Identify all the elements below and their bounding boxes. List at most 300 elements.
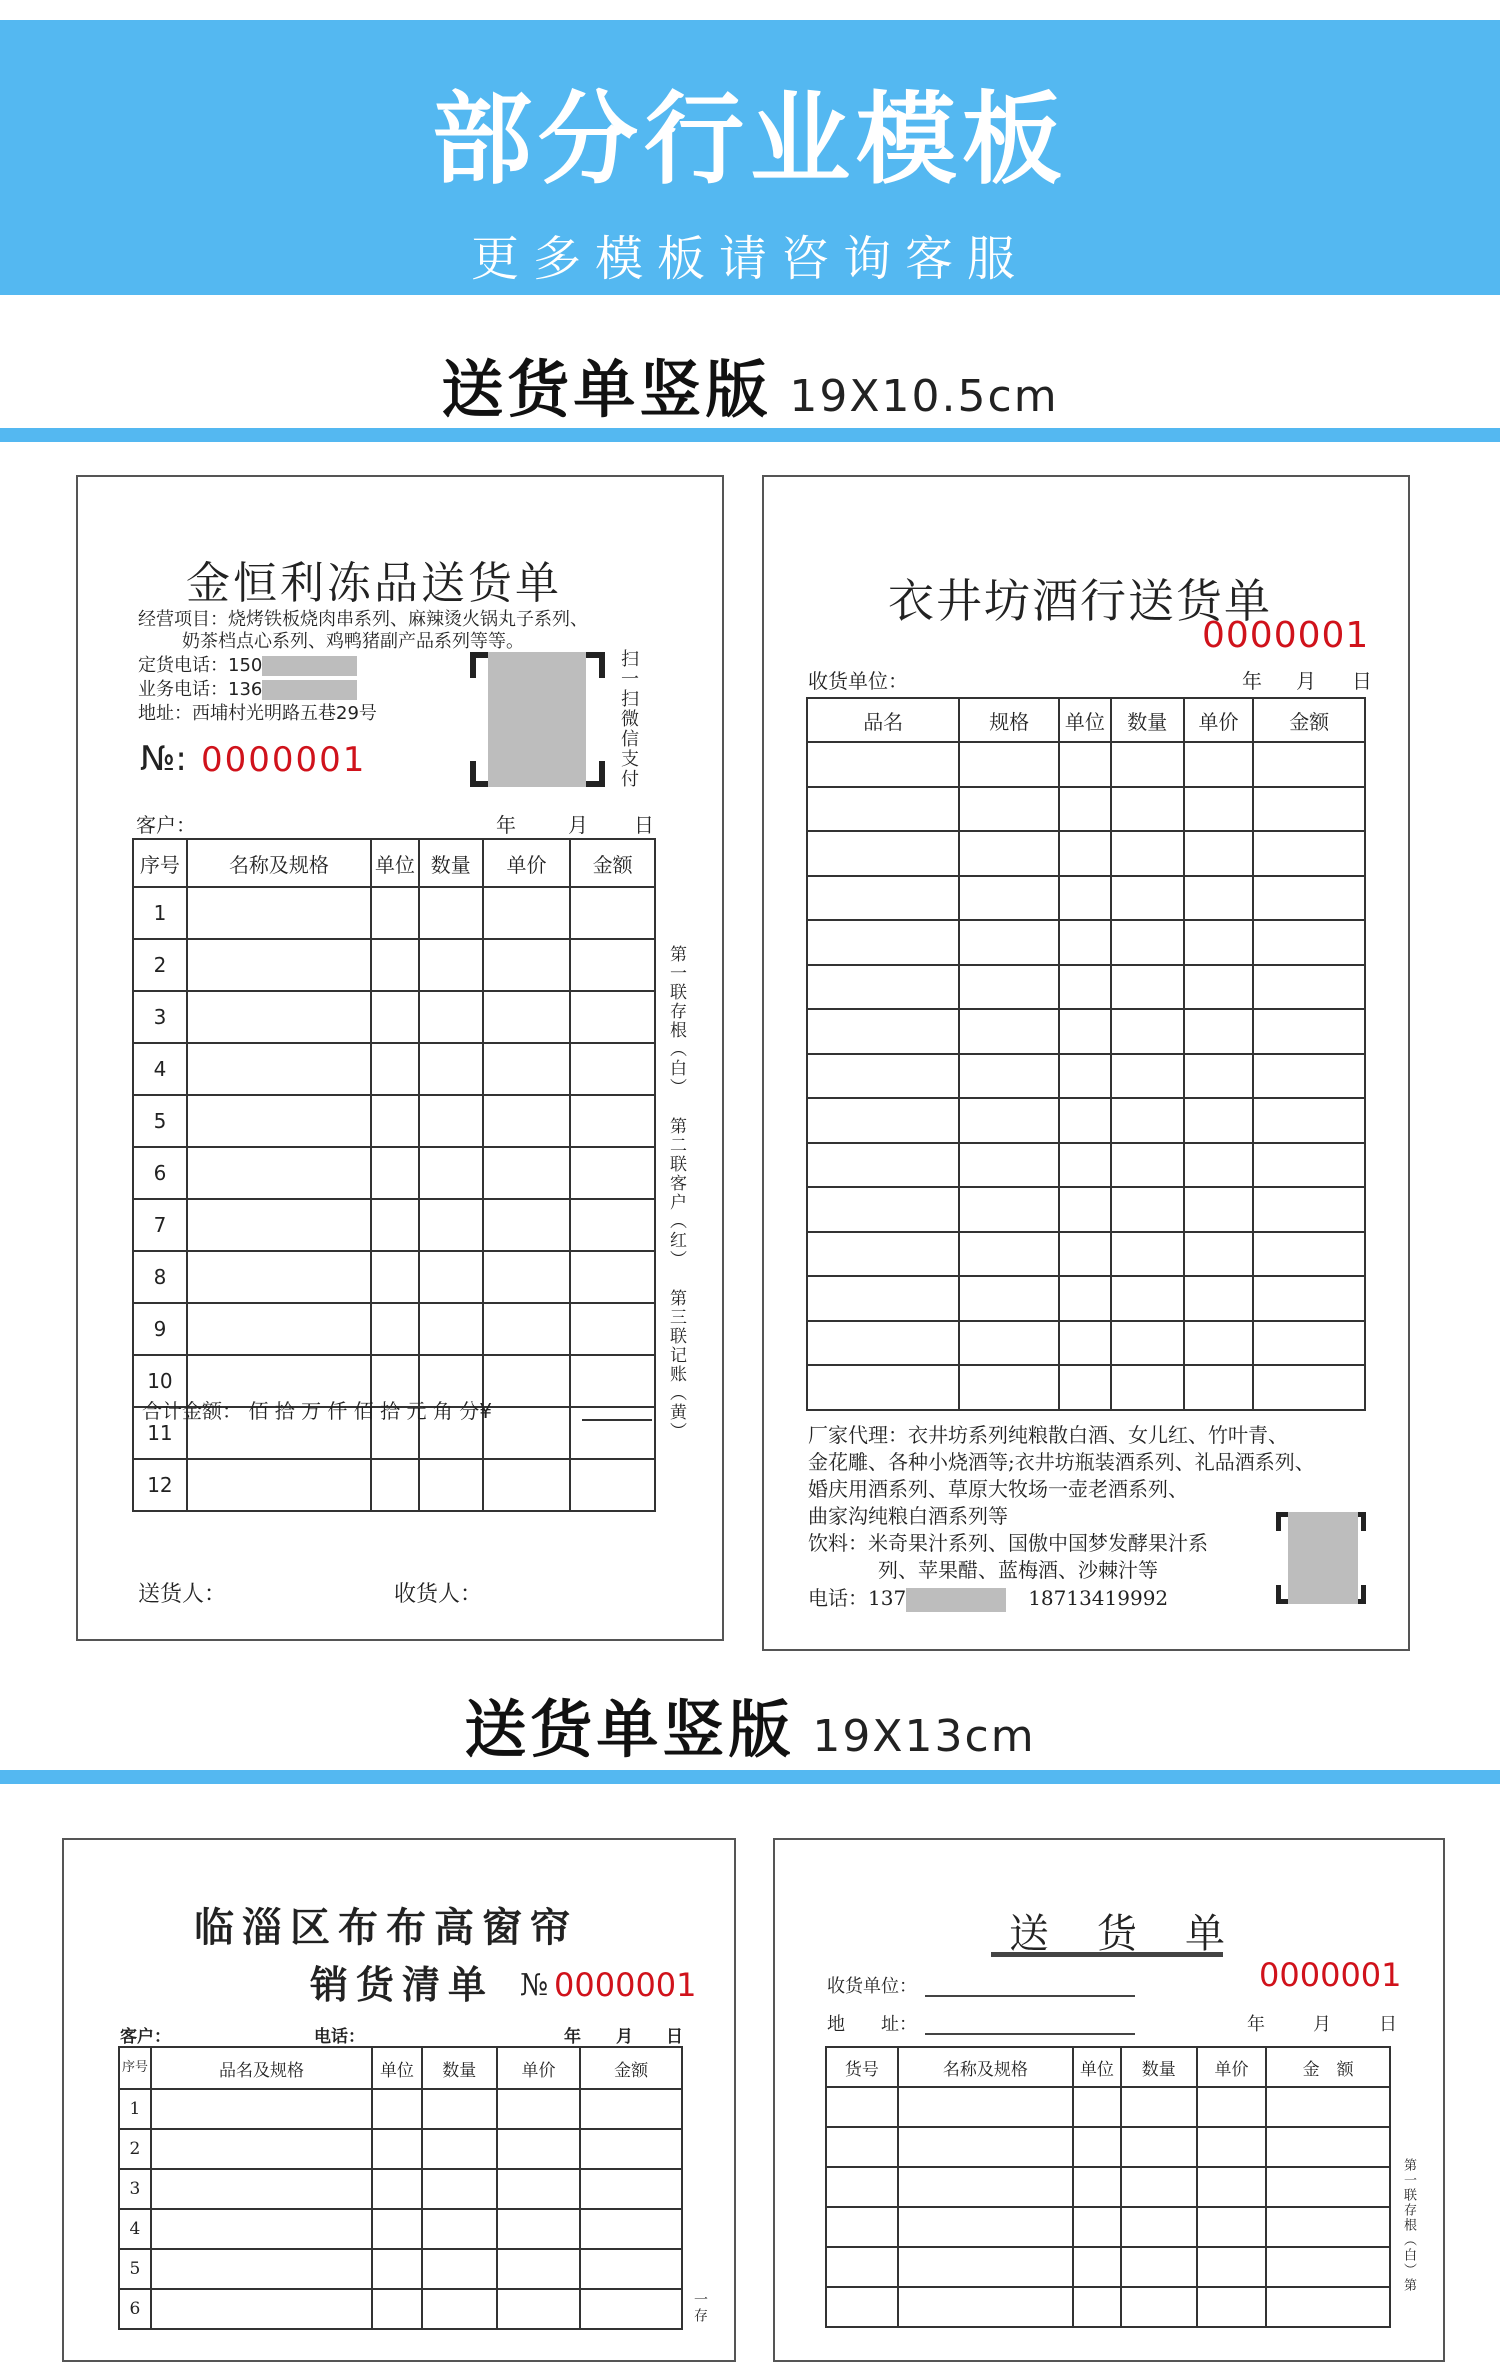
receiver-unit-label: 收货单位： [808, 669, 908, 693]
table-cell [497, 2169, 581, 2209]
table-cell [807, 876, 959, 921]
table-cell [1184, 831, 1254, 876]
column-header: 金额 [1253, 698, 1365, 742]
form-delivery-note [773, 1838, 1445, 2362]
table-cell [1184, 1054, 1254, 1099]
table-row [133, 1459, 655, 1511]
table-cell [419, 1095, 483, 1147]
column-header: 金 额 [1266, 2047, 1390, 2087]
banner-title: 部分行业模板 [432, 81, 1068, 198]
column-header: 单价 [497, 2047, 581, 2089]
items-table [806, 697, 1366, 1411]
table-cell [1111, 787, 1184, 832]
form-yijingfang [762, 475, 1410, 1651]
order-phone: 定货电话：150 [138, 651, 357, 677]
date-month: 月 [1296, 669, 1316, 693]
agent-line: 婚庆用酒系列、草原大牧场一壶老酒系列、 [808, 1477, 1188, 1501]
items-table [118, 2046, 683, 2330]
table-cell [372, 2169, 422, 2209]
table-cell [497, 2089, 581, 2129]
phone-line: 电话：137 18713419992 [808, 1586, 1169, 1610]
table-cell [1253, 831, 1365, 876]
business-phone: 业务电话：136 [138, 675, 357, 701]
table-cell [826, 2247, 898, 2287]
table-row [807, 1009, 1365, 1054]
table-cell [570, 1355, 655, 1407]
table-cell [1073, 2087, 1121, 2127]
business-line: 奶茶档点心系列、鸡鸭猪副产品系列等等。 [182, 631, 524, 652]
table-cell [187, 1199, 371, 1251]
table-row [826, 2087, 1390, 2127]
table-cell [1253, 1143, 1365, 1188]
qr-code [1276, 1512, 1366, 1604]
row-number: 2 [133, 939, 187, 991]
column-header: 货号 [826, 2047, 898, 2087]
table-cell [570, 887, 655, 939]
drinks-line: 列、苹果醋、蓝梅酒、沙棘汁等 [878, 1558, 1158, 1582]
table-cell [419, 1199, 483, 1251]
table-cell [151, 2089, 372, 2129]
table-cell [1111, 1321, 1184, 1366]
address-label: 地 址： [827, 2014, 917, 2035]
table-cell [826, 2087, 898, 2127]
table-cell [1184, 787, 1254, 832]
table-cell [1253, 1232, 1365, 1277]
table-cell [1111, 1365, 1184, 1410]
table-cell [1059, 831, 1111, 876]
table-cell [419, 991, 483, 1043]
copy-label: 第一联存根（白）第 [1401, 2158, 1416, 2293]
table-cell [1111, 1276, 1184, 1321]
table-cell [1253, 1187, 1365, 1232]
table-cell [1073, 2287, 1121, 2327]
table-cell [483, 939, 571, 991]
banner [0, 20, 1500, 295]
row-number: 5 [133, 1095, 187, 1147]
table-cell [959, 1276, 1059, 1321]
column-header: 单价 [1184, 698, 1254, 742]
table-cell [1059, 1009, 1111, 1054]
row-number: 10 [133, 1355, 187, 1407]
row-number: 2 [119, 2129, 151, 2169]
table-cell [1059, 876, 1111, 921]
row-number: 5 [119, 2249, 151, 2289]
table-row [807, 1187, 1365, 1232]
table-row [119, 2089, 682, 2129]
section-header-2 [0, 1680, 1500, 1769]
table-cell [959, 965, 1059, 1010]
table-row [133, 887, 655, 939]
receiver-underline [925, 1995, 1135, 1997]
business-line: 经营项目：烧烤铁板烧肉串系列、麻辣烫火锅丸子系列、 [138, 609, 588, 630]
table-cell [807, 1054, 959, 1099]
table-cell [570, 1043, 655, 1095]
table-cell [151, 2169, 372, 2209]
column-header: 单价 [1197, 2047, 1267, 2087]
table-cell [187, 1147, 371, 1199]
table-cell [1197, 2247, 1267, 2287]
date-month: 月 [616, 2027, 633, 2047]
table-row [133, 1199, 655, 1251]
table-cell [371, 1043, 419, 1095]
table-row [133, 1147, 655, 1199]
table-row [807, 1232, 1365, 1277]
table-cell [1073, 2167, 1121, 2207]
row-number: 3 [133, 991, 187, 1043]
table-cell [1184, 1321, 1254, 1366]
table-cell [807, 1232, 959, 1277]
table-cell [1184, 1187, 1254, 1232]
table-row [807, 965, 1365, 1010]
column-header: 单价 [483, 839, 571, 887]
table-cell [1073, 2207, 1121, 2247]
table-cell [1121, 2167, 1197, 2207]
banner-subtitle: 更多模板请咨询客服 [470, 231, 1029, 287]
table-cell [483, 991, 571, 1043]
row-number: 1 [133, 887, 187, 939]
table-cell [1197, 2087, 1267, 2127]
table-cell [1266, 2087, 1390, 2127]
table-row [807, 1143, 1365, 1188]
table-cell [959, 787, 1059, 832]
table-row [807, 742, 1365, 787]
table-cell [1253, 965, 1365, 1010]
table-cell [1059, 1276, 1111, 1321]
table-cell [1266, 2247, 1390, 2287]
table-cell [1059, 1143, 1111, 1188]
table-cell [371, 939, 419, 991]
table-row [807, 1321, 1365, 1366]
table-cell [1197, 2287, 1267, 2327]
table-cell [580, 2289, 682, 2329]
qr-caption: 扫一扫微信支付 [618, 649, 639, 789]
table-row [119, 2169, 682, 2209]
table-cell [1184, 1098, 1254, 1143]
table-cell [570, 1147, 655, 1199]
section-size: 19X13cm [812, 1711, 1036, 1762]
column-header: 单位 [1059, 698, 1111, 742]
section-header-1 [0, 340, 1500, 429]
column-header: 金额 [570, 839, 655, 887]
table-cell [187, 1459, 371, 1511]
table-cell [1253, 1321, 1365, 1366]
table-cell [1073, 2127, 1121, 2167]
table-cell [419, 939, 483, 991]
table-cell [1059, 1098, 1111, 1143]
table-cell [151, 2209, 372, 2249]
table-cell [187, 1043, 371, 1095]
table-cell [959, 831, 1059, 876]
table-cell [580, 2089, 682, 2129]
row-number: 6 [119, 2289, 151, 2329]
table-cell [483, 887, 571, 939]
table-cell [419, 1147, 483, 1199]
date-day: 日 [1352, 669, 1372, 693]
table-cell [422, 2209, 497, 2249]
table-cell [151, 2129, 372, 2169]
table-row [826, 2287, 1390, 2327]
table-cell [1197, 2207, 1267, 2247]
table-cell [372, 2129, 422, 2169]
table-cell [826, 2287, 898, 2327]
table-cell [959, 920, 1059, 965]
receiver-label: 收货人： [394, 1582, 483, 1607]
table-row [807, 920, 1365, 965]
serial-label: №: [140, 739, 187, 779]
column-header: 数量 [1111, 698, 1184, 742]
table-row [826, 2207, 1390, 2247]
row-number: 6 [133, 1147, 187, 1199]
table-cell [570, 1095, 655, 1147]
table-row [807, 787, 1365, 832]
column-header: 品名及规格 [151, 2047, 372, 2089]
table-cell [1184, 876, 1254, 921]
table-cell [1121, 2127, 1197, 2167]
redacted-block [262, 680, 357, 700]
table-cell [959, 1321, 1059, 1366]
phone-label: 电话： [314, 2027, 365, 2047]
table-cell [187, 1251, 371, 1303]
table-cell [1111, 920, 1184, 965]
table-row [807, 1098, 1365, 1143]
table-cell [959, 1098, 1059, 1143]
table-cell [422, 2289, 497, 2329]
table-row [133, 1251, 655, 1303]
table-cell [419, 1459, 483, 1511]
address-underline [925, 2033, 1135, 2035]
row-number: 3 [119, 2169, 151, 2209]
table-cell [1111, 1143, 1184, 1188]
serial-number: 0000001 [554, 1966, 697, 2004]
row-number: 12 [133, 1459, 187, 1511]
column-header: 数量 [1121, 2047, 1197, 2087]
column-header: 规格 [959, 698, 1059, 742]
table-cell [187, 1095, 371, 1147]
form-title: 衣井坊酒行送货单 [888, 574, 1272, 628]
table-cell [807, 1321, 959, 1366]
table-cell [570, 1303, 655, 1355]
form-title: 临淄区布布高窗帘 [194, 1904, 578, 1951]
table-cell [372, 2209, 422, 2249]
table-cell [151, 2249, 372, 2289]
table-row [133, 1043, 655, 1095]
table-cell [807, 920, 959, 965]
table-header-row [826, 2047, 1390, 2087]
table-cell [1266, 2127, 1390, 2167]
table-cell [419, 887, 483, 939]
table-cell [807, 831, 959, 876]
agent-line: 厂家代理：衣井坊系列纯粮散白酒、女儿红、竹叶青、 [808, 1423, 1288, 1447]
table-header-row [807, 698, 1365, 742]
table-cell [570, 991, 655, 1043]
table-cell [570, 1459, 655, 1511]
row-number: 8 [133, 1251, 187, 1303]
table-cell [419, 1251, 483, 1303]
table-header-row [119, 2047, 682, 2089]
table-cell [1121, 2087, 1197, 2127]
table-row [133, 991, 655, 1043]
table-cell [371, 991, 419, 1043]
table-cell [959, 1054, 1059, 1099]
table-cell [807, 742, 959, 787]
table-cell [1197, 2167, 1267, 2207]
table-cell [371, 1251, 419, 1303]
table-cell [959, 876, 1059, 921]
table-cell [570, 1407, 655, 1459]
date-year: 年 [564, 2027, 581, 2047]
serial-number: 0000001 [1202, 615, 1370, 656]
table-row [807, 876, 1365, 921]
row-number: 1 [119, 2089, 151, 2129]
row-number: 7 [133, 1199, 187, 1251]
table-cell [959, 1009, 1059, 1054]
table-cell [826, 2127, 898, 2167]
qr-code [470, 652, 605, 787]
table-cell [1073, 2247, 1121, 2287]
table-cell [1266, 2287, 1390, 2327]
table-cell [1111, 742, 1184, 787]
table-cell [483, 1407, 571, 1459]
table-cell [826, 2167, 898, 2207]
sender-label: 送货人： [138, 1582, 227, 1607]
customer-label: 客户： [136, 813, 196, 837]
table-cell [807, 1143, 959, 1188]
table-cell [371, 1095, 419, 1147]
table-cell [580, 2169, 682, 2209]
table-cell [959, 1232, 1059, 1277]
table-cell [1253, 1054, 1365, 1099]
table-cell [1253, 1365, 1365, 1410]
table-cell [419, 1303, 483, 1355]
column-header: 单位 [1073, 2047, 1121, 2087]
table-row [119, 2209, 682, 2249]
table-cell [187, 991, 371, 1043]
table-cell [483, 1043, 571, 1095]
table-cell [1111, 1098, 1184, 1143]
table-cell [1111, 1187, 1184, 1232]
table-cell [1184, 742, 1254, 787]
table-cell [497, 2129, 581, 2169]
table-header-row [133, 839, 655, 887]
table-cell [807, 965, 959, 1010]
table-cell [898, 2127, 1073, 2167]
total-underline [582, 1419, 652, 1421]
table-cell [422, 2169, 497, 2209]
table-cell [1059, 1365, 1111, 1410]
column-header: 单位 [371, 839, 419, 887]
agent-line: 曲家沟纯粮白酒系列等 [808, 1504, 1008, 1528]
column-header: 金额 [580, 2047, 682, 2089]
row-number: 4 [133, 1043, 187, 1095]
table-cell [580, 2129, 682, 2169]
table-cell [151, 2289, 372, 2329]
table-cell [372, 2089, 422, 2129]
table-cell [483, 1303, 571, 1355]
column-header: 数量 [422, 2047, 497, 2089]
table-cell [807, 1009, 959, 1054]
table-cell [1111, 876, 1184, 921]
date-year: 年 [1247, 2014, 1265, 2035]
table-cell [1059, 1232, 1111, 1277]
table-cell [898, 2087, 1073, 2127]
table-cell [898, 2287, 1073, 2327]
table-cell [483, 1095, 571, 1147]
table-cell [1111, 831, 1184, 876]
table-cell [1121, 2207, 1197, 2247]
table-row [807, 1054, 1365, 1099]
table-cell [187, 1303, 371, 1355]
date-day: 日 [666, 2027, 683, 2047]
table-cell [371, 1459, 419, 1511]
table-cell [1266, 2167, 1390, 2207]
table-cell [422, 2129, 497, 2169]
receiver-unit-label: 收货单位： [827, 1976, 917, 1997]
table-cell [371, 1147, 419, 1199]
section-title: 送货单竖版 [464, 1693, 795, 1766]
table-row [807, 831, 1365, 876]
section-divider [0, 1770, 1500, 1784]
table-cell [483, 1147, 571, 1199]
column-header: 单位 [372, 2047, 422, 2089]
column-header: 数量 [419, 839, 483, 887]
form-title: 金恒利冻品送货单 [186, 558, 562, 609]
table-cell [898, 2207, 1073, 2247]
table-cell [959, 1143, 1059, 1188]
column-header: 名称及规格 [187, 839, 371, 887]
table-cell [1059, 1054, 1111, 1099]
table-cell [1253, 1009, 1365, 1054]
table-cell [807, 1276, 959, 1321]
table-cell [1121, 2287, 1197, 2327]
table-cell [419, 1043, 483, 1095]
table-cell [807, 1187, 959, 1232]
copy-label: 一存 [692, 2292, 708, 2324]
table-row [119, 2289, 682, 2329]
redacted-block [262, 656, 357, 676]
table-cell [1253, 742, 1365, 787]
date-month: 月 [568, 813, 588, 837]
table-row [119, 2249, 682, 2289]
table-cell [807, 787, 959, 832]
column-header: 序号 [133, 839, 187, 887]
table-cell [1111, 1232, 1184, 1277]
table-cell [497, 2209, 581, 2249]
table-cell [422, 2089, 497, 2129]
table-row [826, 2167, 1390, 2207]
redacted-block [906, 1588, 1006, 1612]
items-table [825, 2046, 1391, 2328]
form-linzi-curtain [62, 1838, 736, 2362]
table-cell [807, 1365, 959, 1410]
row-number: 9 [133, 1303, 187, 1355]
table-cell [1121, 2247, 1197, 2287]
table-cell [483, 1459, 571, 1511]
table-cell [1059, 920, 1111, 965]
table-cell [570, 1199, 655, 1251]
table-cell [580, 2209, 682, 2249]
table-row [133, 1303, 655, 1355]
table-row [807, 1276, 1365, 1321]
serial-number: 0000001 [201, 740, 367, 780]
date-day: 日 [1379, 2014, 1397, 2035]
table-cell [483, 1251, 571, 1303]
table-cell [570, 1251, 655, 1303]
drinks-line: 饮料：米奇果汁系列、国傲中国梦发酵果汁系 [808, 1531, 1208, 1555]
table-cell [371, 1199, 419, 1251]
table-cell [1184, 1276, 1254, 1321]
table-cell [1184, 1232, 1254, 1277]
table-cell [1059, 965, 1111, 1010]
